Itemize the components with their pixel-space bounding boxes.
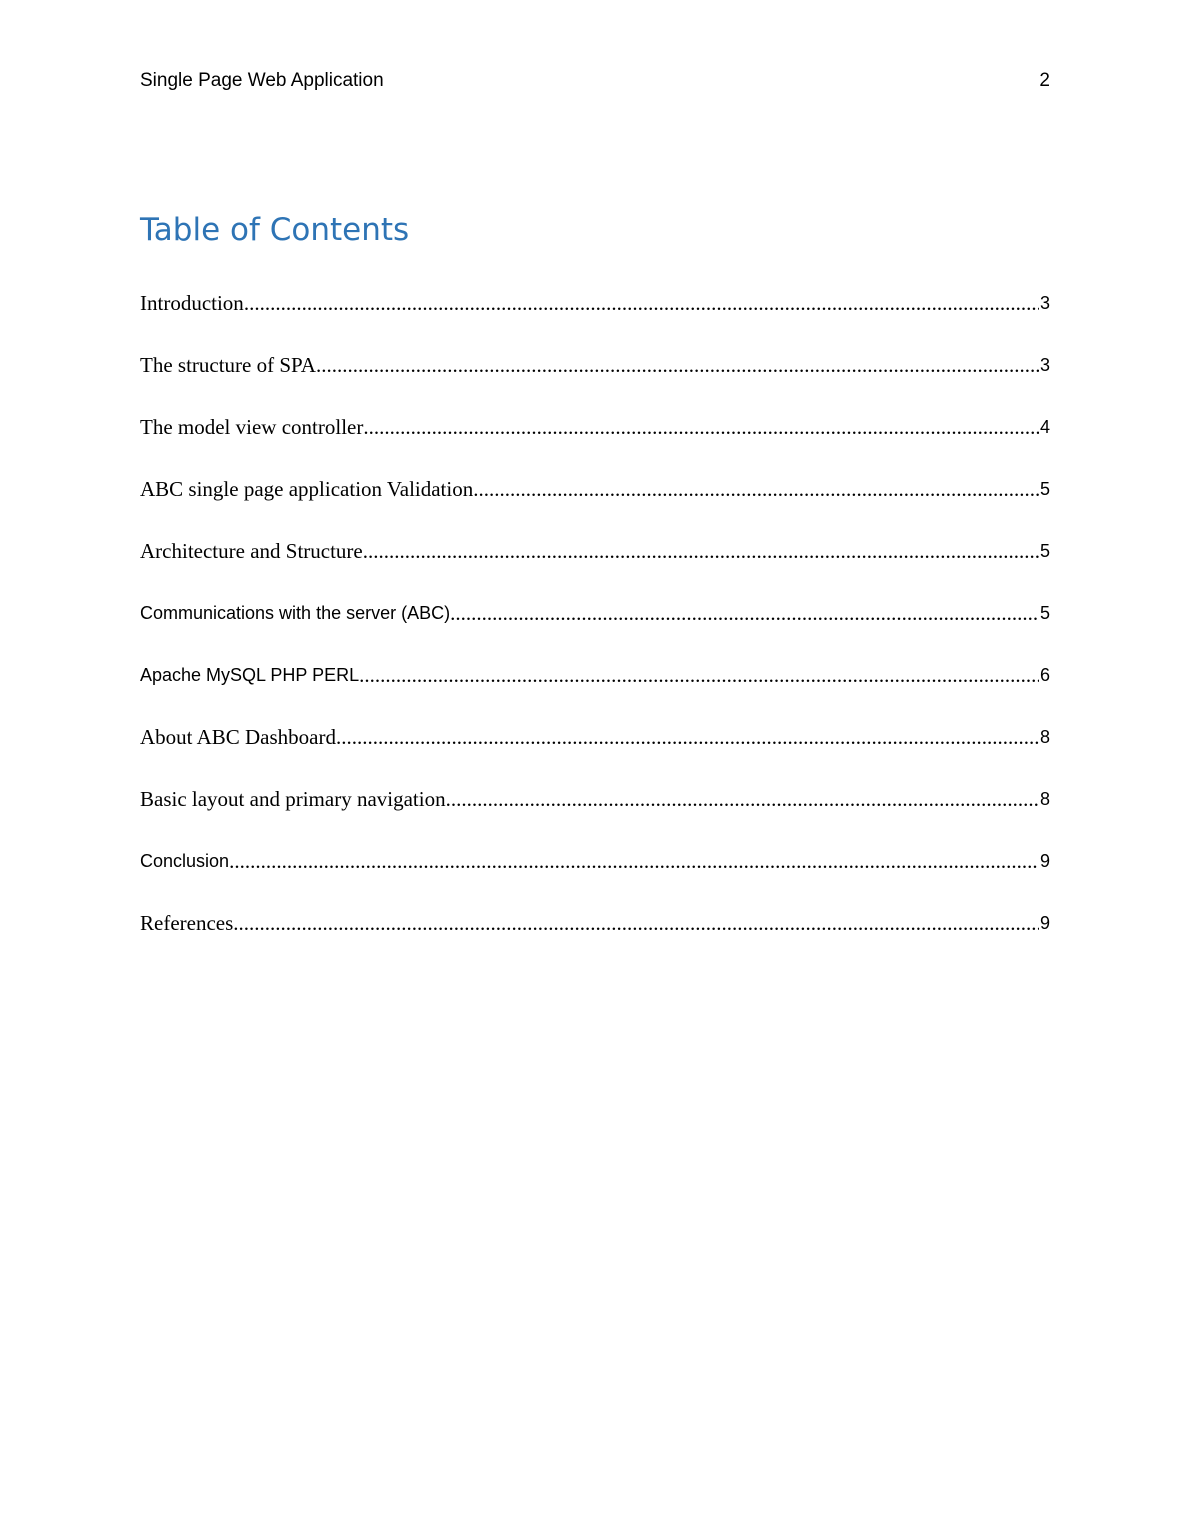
toc-entry-label: Communications with the server (ABC) xyxy=(140,603,451,623)
toc-entry-page: 3 xyxy=(1039,293,1050,313)
toc-entry-label: ABC single page application Validation xyxy=(140,477,474,501)
toc-entry-page: 9 xyxy=(1039,913,1050,933)
toc-entry-page: 4 xyxy=(1039,417,1050,437)
toc-dot-leader xyxy=(363,412,1039,442)
toc-dot-leader xyxy=(450,598,1039,628)
toc-entry-page: 5 xyxy=(1039,479,1050,499)
toc-entry-label: Introduction xyxy=(140,291,244,315)
toc-entry-page: 5 xyxy=(1039,603,1050,623)
toc-entry-apache-mysql-php-perl[interactable] xyxy=(140,660,1050,722)
header-page-number: 2 xyxy=(1039,70,1050,91)
toc-entry-architecture-and-structure[interactable] xyxy=(140,536,1050,598)
toc-dot-leader xyxy=(229,846,1039,876)
page-header xyxy=(140,70,1050,98)
toc-entry-label: The structure of SPA xyxy=(140,353,316,377)
toc-entry-basic-layout-navigation[interactable] xyxy=(140,784,1050,846)
toc-entry-label: About ABC Dashboard xyxy=(140,725,336,749)
toc-dot-leader xyxy=(233,908,1039,938)
toc-dot-leader xyxy=(446,784,1039,814)
toc-heading: Table of Contents xyxy=(140,212,410,248)
toc-entry-label: Architecture and Structure xyxy=(140,539,363,563)
toc-entry-communications-with-server[interactable] xyxy=(140,598,1050,660)
toc-entry-model-view-controller[interactable] xyxy=(140,412,1050,474)
toc-entry-page: 9 xyxy=(1039,851,1050,871)
toc-entry-about-abc-dashboard[interactable] xyxy=(140,722,1050,784)
toc-entry-label: Conclusion xyxy=(140,851,230,871)
toc-entry-label: The model view controller xyxy=(140,415,364,439)
toc-dot-leader xyxy=(363,536,1039,566)
toc-dot-leader xyxy=(316,350,1039,380)
toc-entry-page: 8 xyxy=(1039,789,1050,809)
toc-dot-leader xyxy=(244,288,1039,318)
table-of-contents xyxy=(140,288,1050,970)
toc-dot-leader xyxy=(473,474,1039,504)
toc-entry-label: Basic layout and primary navigation xyxy=(140,787,446,811)
toc-entry-references[interactable] xyxy=(140,908,1050,970)
toc-entry-page: 6 xyxy=(1039,665,1050,685)
toc-entry-structure-of-spa[interactable] xyxy=(140,350,1050,412)
toc-dot-leader xyxy=(336,722,1039,752)
toc-entry-page: 5 xyxy=(1039,541,1050,561)
toc-entry-label: References xyxy=(140,911,234,935)
toc-dot-leader xyxy=(359,660,1039,690)
toc-entry-label: Apache MySQL PHP PERL xyxy=(140,665,360,685)
toc-entry-page: 8 xyxy=(1039,727,1050,747)
header-title: Single Page Web Application xyxy=(140,70,384,91)
toc-entry-spa-validation[interactable] xyxy=(140,474,1050,536)
toc-entry-page: 3 xyxy=(1039,355,1050,375)
toc-entry-conclusion[interactable] xyxy=(140,846,1050,908)
toc-entry-introduction[interactable] xyxy=(140,288,1050,350)
